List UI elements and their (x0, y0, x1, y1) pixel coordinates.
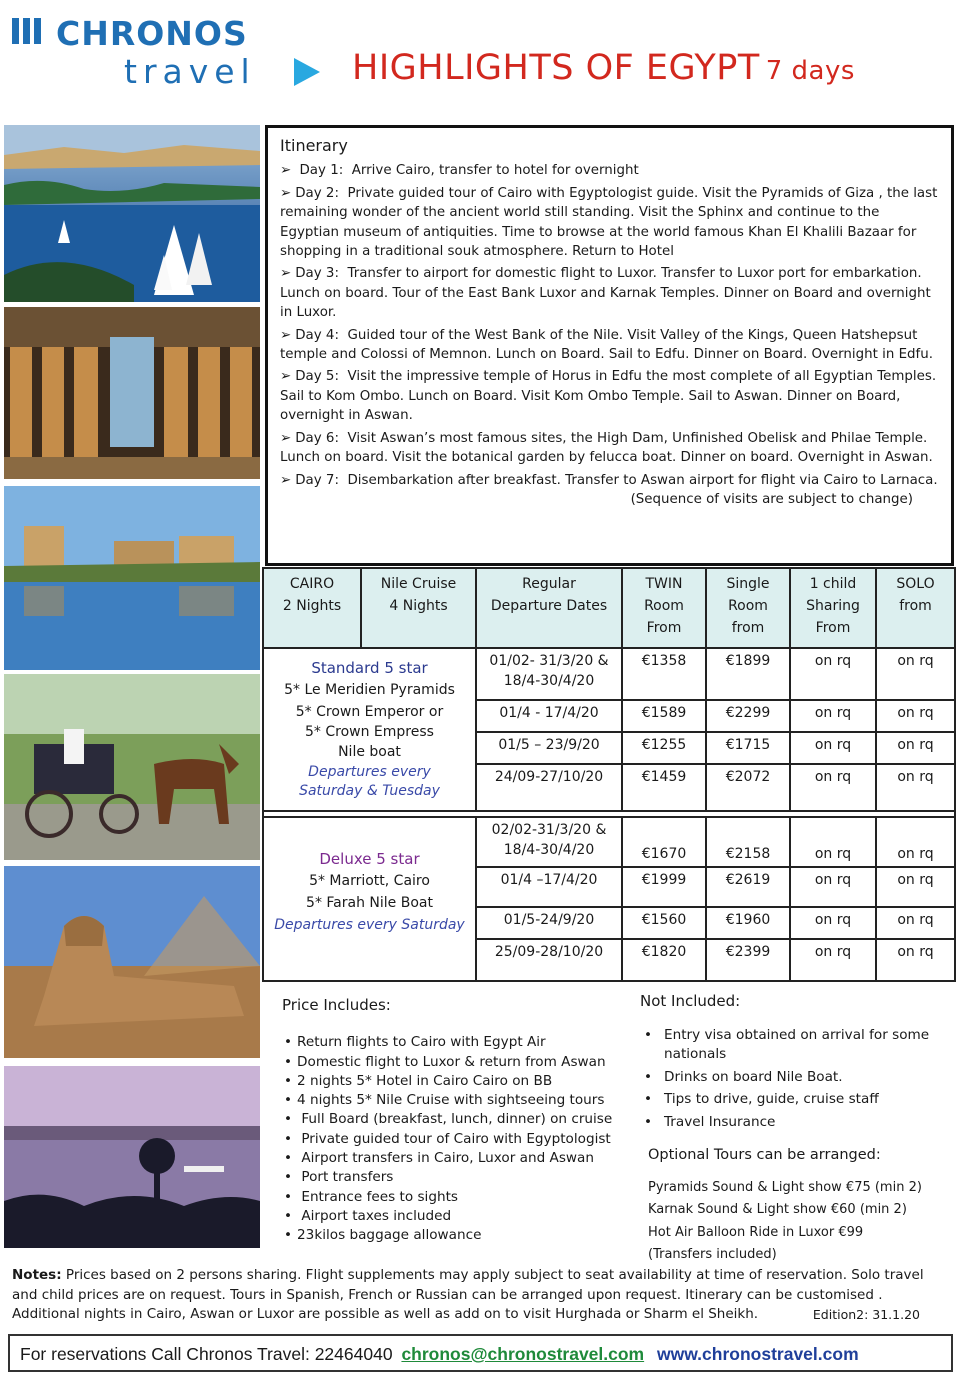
price-table (262, 567, 954, 982)
includes-heading: Price Includes: (282, 996, 391, 1014)
list-item: Pyramids Sound & Light show €75 (min 2) (648, 1179, 922, 1195)
email-link[interactable]: chronos@chronostravel.com (401, 1344, 645, 1364)
table-row: 01/5-24/9/20 €1560 €1960 on rq on rq (263, 907, 955, 939)
photo-nile-sunset (4, 1066, 260, 1248)
itinerary-day-1: ➢ Day 1: Arrive Cairo, transfer to hotel for overnight (280, 163, 639, 179)
notes-label: Notes: (12, 1267, 62, 1283)
header-cairo: CAIRO 2 Nights (263, 568, 361, 648)
header-nile-cruise: Nile Cruise 4 Nights (361, 568, 476, 648)
edition-label: Edition2: 31.1.20 (812, 1307, 920, 1322)
photo-sphinx (4, 866, 260, 1058)
list-item: • Drinks on board Nile Boat. (640, 1068, 950, 1088)
standard-category: Standard 5 star (311, 659, 428, 677)
logo-arrow-icon (294, 58, 320, 86)
price-includes (282, 996, 632, 1246)
header-twin: TWIN Room From (622, 568, 706, 648)
std-dates-1: 01/02- 31/3/20 & 18/4-30/4/20 (476, 648, 622, 700)
itinerary-heading: Itinerary (280, 136, 348, 155)
header-child: 1 child Sharing From (790, 568, 876, 648)
list-item: • 2 nights 5* Hotel in Cairo Cairo on BB (284, 1072, 632, 1091)
itinerary-day-3: ➢ Day 3: Transfer to airport for domestic flight to Luxor. Transfer to Luxor port for embarkation. Lunch on board. Tour of the East Bank Luxor and Karnak Temples. Dinner on Board and overnight in Luxor. (280, 266, 931, 321)
optional-heading: Optional Tours can be arranged: (648, 1147, 881, 1163)
chronos-logo (12, 14, 322, 94)
photo-nile-feluccas (4, 125, 260, 302)
table-row: Deluxe 5 star 5* Marriott, Cairo 5* Farah Nile Boat Departures every Saturday 02/02-31/3/20 & 18/4-30/4/20 €1670 €2158 on rq on rq (263, 817, 955, 867)
table-row: 01/4 –17/4/20 €1999 €2619 on rq on rq (263, 867, 955, 907)
list-item: Karnak Sound & Light show €60 (min 2) (648, 1202, 907, 1217)
list-item: • Private guided tour of Cairo with Egyptologist (284, 1130, 632, 1149)
deluxe-hotels-cell: Deluxe 5 star 5* Marriott, Cairo 5* Farah Nile Boat Departures every Saturday (263, 817, 476, 981)
itinerary-day-4: ➢ Day 4: Guided tour of the West Bank of the Nile. Visit Valley of the Kings, Queen Hatshepsut temple and Colossi of Memnon. Lunch on Board. Sail to Edfu. Dinner on Board. Overnight in Edfu. (280, 327, 934, 363)
page-title (352, 48, 855, 88)
table-row: 01/4 - 17/4/20 €1589 €2299 on rq on rq (263, 700, 955, 732)
itinerary-day-2: ➢ Day 2: Private guided tour of Cairo with Egyptologist guide. Visit the Pyramids of Giza , the last remaining wonder of the ancient world still standing. Visit the Sphinx and continue to the Egyptian museum of antiquities. Time to browse at the world famous Khan El Khalili Bazaar for shopping in a traditional souk atmosphere. Return to Hotel (280, 185, 938, 260)
logo-sub: travel (124, 52, 256, 91)
itinerary-note: (Sequence of visits are subject to change) (630, 491, 913, 507)
deluxe-departures: Departures every Saturday (274, 917, 465, 933)
table-header-row (263, 568, 955, 648)
itinerary-day-5: ➢ Day 5: Visit the impressive temple of Horus in Edfu the most complete of all Egyptian Temples. Sail to Kom Ombo. Lunch on Board. Visit Kom Ombo Temple. Sail to Aswan. Dinner on Board, overnight in Aswan. (280, 369, 937, 424)
website-link[interactable]: www.chronostravel.com (657, 1344, 859, 1364)
logo-bars-icon (12, 18, 41, 44)
itinerary-day-7: ➢ Day 7: Disembarkation after breakfast. Transfer to Aswan airport for flight via Cairo to Larnaca. (Sequence of visits are subject to change) (280, 471, 939, 490)
list-item: • Domestic flight to Luxor & return from Aswan (284, 1053, 632, 1072)
photo-philae-temple (4, 486, 260, 670)
table-row: Standard 5 star 5* Le Meridien Pyramids 5* Crown Emperor or 5* Crown Empress Nile boat Departures every Saturday & Tuesday 01/02- 31/3/20 & 18/4-30/4/20 €1358 €1899 on rq on rq (263, 648, 955, 700)
list-item: • Travel Insurance (640, 1113, 950, 1133)
standard-departures: Departures every Saturday & Tuesday (299, 764, 440, 799)
table-row: 01/5 – 23/9/20 €1255 €1715 on rq on rq (263, 732, 955, 764)
list-item: • 4 nights 5* Nile Cruise with sightseeing tours (284, 1091, 632, 1110)
logo-brand: CHRONOS (56, 14, 248, 53)
list-item: • 23kilos baggage allowance (284, 1226, 632, 1245)
not-included (640, 992, 950, 1135)
list-item: • Full Board (breakfast, lunch, dinner) on cruise (284, 1110, 632, 1129)
list-item: • Return flights to Cairo with Egypt Air (284, 1033, 632, 1052)
list-item: Hot Air Balloon Ride in Luxor €99 (648, 1224, 864, 1240)
not-included-heading: Not Included: (640, 992, 741, 1010)
title-main: HIGHLIGHTS OF EGYPT (352, 48, 760, 88)
list-item: • Entry visa obtained on arrival for some nationals (640, 1026, 950, 1065)
arrow-bullet-icon: ➢ (280, 266, 292, 282)
notes-text: Prices based on 2 persons sharing. Flight supplements may apply subject to seat availability at time of reservation. Solo travel and child prices are on request. Tours in Spanish, French or Russian can be arranged upon request. Itinerary can be customised . Additional nights in Cairo, Aswan or Luxor are possible as well as add on to visit Hurghada or Sharm el Sheikh. (12, 1267, 924, 1322)
notes (12, 1266, 948, 1325)
itinerary-box (265, 125, 954, 566)
list-item: • Airport transfers in Cairo, Luxor and Aswan (284, 1149, 632, 1168)
arrow-bullet-icon: ➢ (280, 430, 292, 446)
arrow-bullet-icon: ➢ (280, 163, 292, 179)
arrow-bullet-icon: ➢ (280, 369, 292, 385)
arrow-bullet-icon: ➢ (280, 327, 292, 343)
footer-text: For reservations Call Chronos Travel: 22464040 (20, 1344, 393, 1364)
list-item: • Entrance fees to sights (284, 1188, 632, 1207)
optional-tours (648, 1144, 948, 1267)
list-item: (Transfers included) (648, 1247, 777, 1262)
arrow-bullet-icon: ➢ (280, 185, 292, 201)
photo-horse-carriage (4, 674, 260, 860)
list-item: • Airport taxes included (284, 1207, 632, 1226)
itinerary-day-6: ➢ Day 6: Visit Aswan’s most famous sites, the High Dam, Unfinished Obelisk and Philae Temple. Lunch on board. Visit the botanical garden by felucca boat. Dinner on board. Overnight in Aswan. (280, 430, 933, 466)
photo-luxor-temple-columns (4, 307, 260, 479)
header-departure: Regular Departure Dates (476, 568, 622, 648)
list-item: • Port transfers (284, 1168, 632, 1187)
reservation-footer (8, 1334, 953, 1372)
list-item: • Tips to drive, guide, cruise staff (640, 1090, 950, 1110)
header-solo: SOLO from (876, 568, 955, 648)
standard-hotels-cell: Standard 5 star 5* Le Meridien Pyramids 5* Crown Emperor or 5* Crown Empress Nile boat Departures every Saturday & Tuesday (263, 648, 476, 811)
title-duration: 7 days (765, 56, 855, 86)
arrow-bullet-icon: ➢ (280, 472, 292, 488)
header-single: Single Room from (706, 568, 790, 648)
table-row: 25/09-28/10/20 €1820 €2399 on rq on rq (263, 939, 955, 981)
table-row: 24/09-27/10/20 €1459 €2072 on rq on rq (263, 764, 955, 811)
deluxe-category: Deluxe 5 star (319, 850, 420, 868)
